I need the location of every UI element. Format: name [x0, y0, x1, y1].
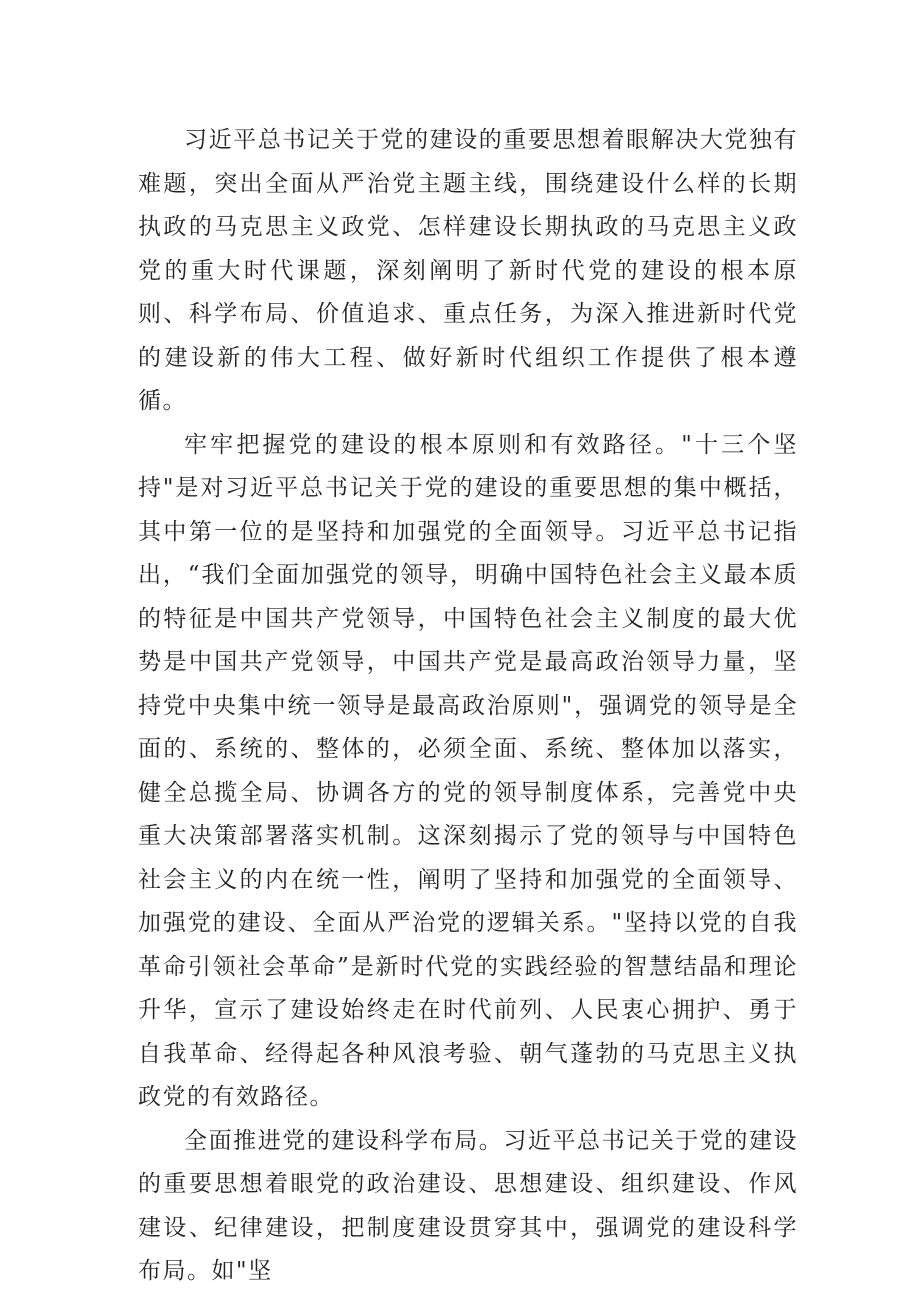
paragraph-intro: 习近平总书记关于党的建设的重要思想着眼解决大党独有难题，突出全面从严治党主题主线，围绕建设什么样的长期执政的马克思主义政党、怎样建设长期执政的马克思主义政党的重大时代课题，深刻阐明了新时代党的建设的根本原则、科学布局、价值追求、重点任务，为深入推进新时代党的建设新的伟大工程、做好新时代组织工作提供了根本遵循。	[138, 127, 798, 414]
paragraph-principles: 牢牢把握党的建设的根本原则和有效路径。"十三个坚持"是对习近平总书记关于党的建设的重要思想的集中概括，其中第一位的是坚持和加强党的全面领导。习近平总书记指出，“我们全面加强党的领导，明确中国特色社会主义最本质的特征是中国共产党领导，中国特色社会主义制度的最大优势是中国共产党领导，中国共产党是最高政治领导力量，坚持党中央集中统一领导是最高政治原则"，强调党的领导是全面的、系统的、整体的，必须全面、系统、整体加以落实，健全总揽全局、协调各方的党的领导制度体系，完善党中央重大决策部署落实机制。这深刻揭示了党的领导与中国特色社会主义的内在统一性，阐明了坚持和加强党的全面领导、加强党的建设、全面从严治党的逻辑关系。"坚持以党的自我革命引领社会革命”是新时代党的实践经验的智慧结晶和理论升华，宣示了建设始终走在时代前列、人民衷心拥护、勇于自我革命、经得起各种风浪考验、朝气蓬勃的马克思主义执政党的有效路径。	[138, 431, 798, 1110]
document-body	[138, 119, 798, 1294]
paragraph-layout: 全面推进党的建设科学布局。习近平总书记关于党的建设的重要思想着眼党的政治建设、思想建设、组织建设、作风建设、纪律建设，把制度建设贯穿其中，强调党的建设科学布局。如"坚	[138, 1127, 798, 1284]
